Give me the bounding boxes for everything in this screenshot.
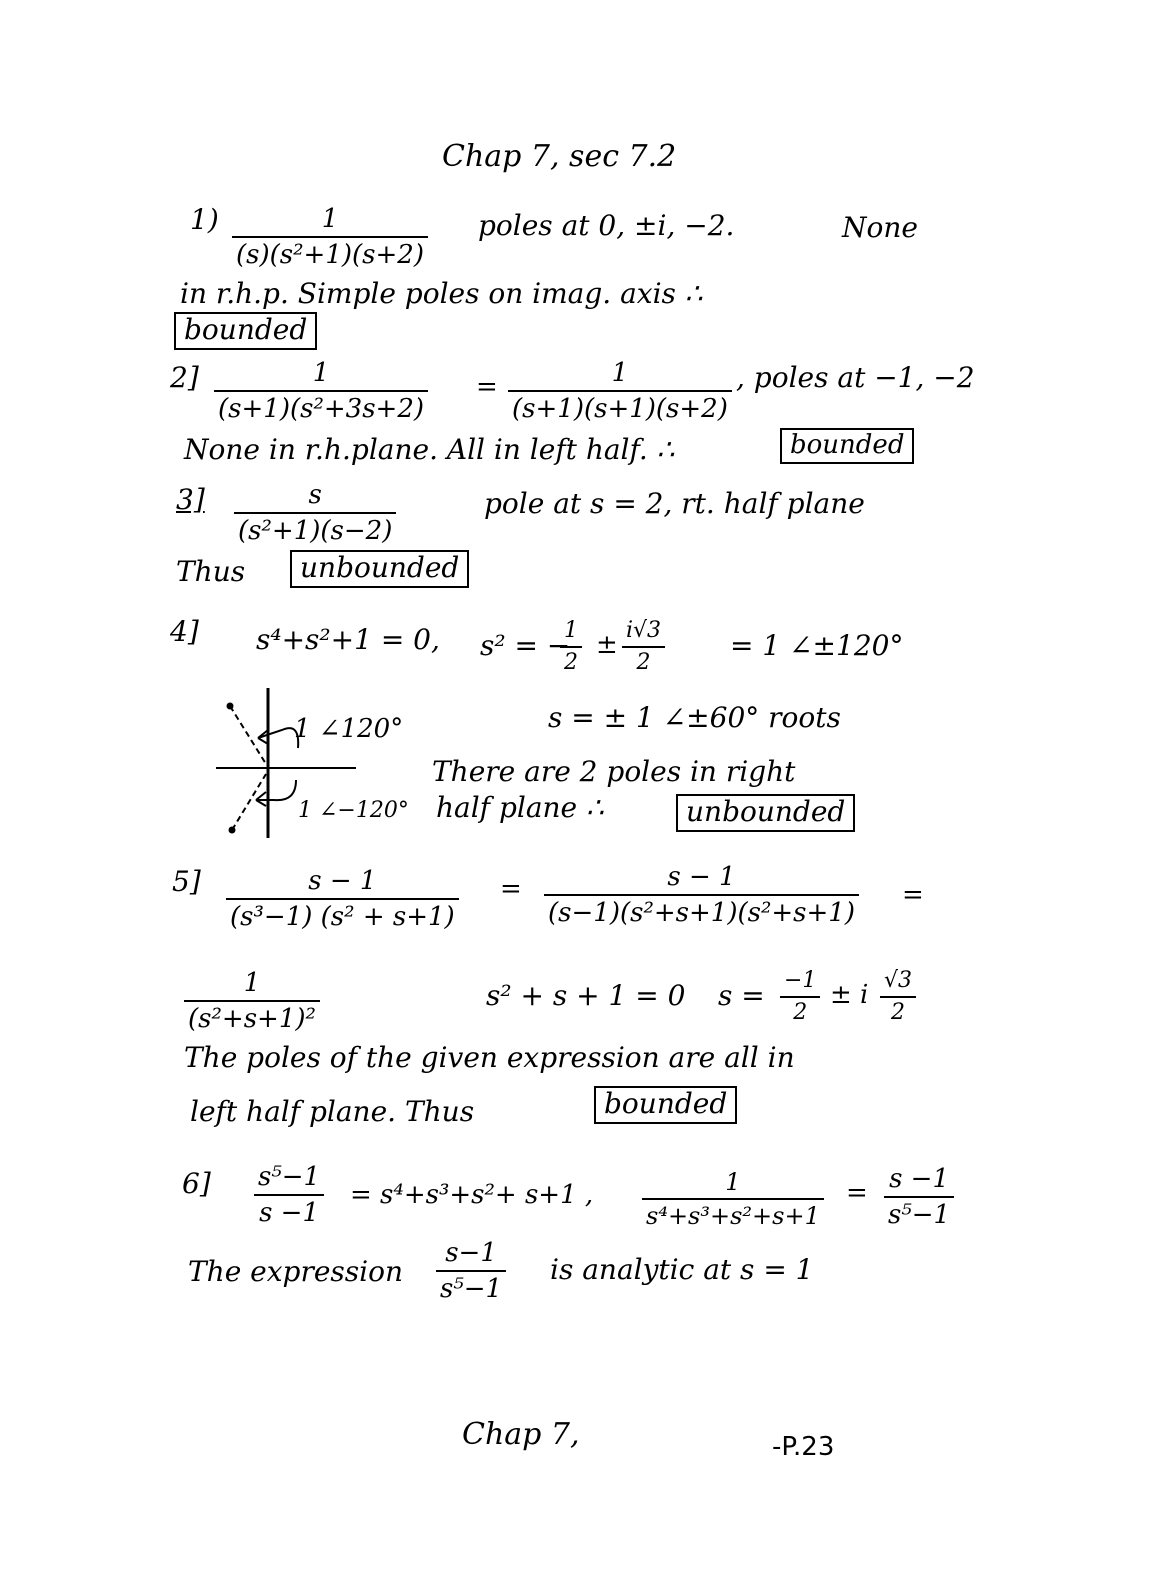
fraction <box>560 620 582 674</box>
denominator: (s²+s+1)² <box>188 1004 316 1034</box>
answer-box: unbounded <box>676 794 855 832</box>
explanation-line: None in r.h.plane. All in left half. ∴ <box>184 433 675 466</box>
fraction <box>780 970 820 1024</box>
denominator: 2 <box>564 650 578 675</box>
numerator: s −1 <box>889 1164 950 1194</box>
denominator: 2 <box>891 1000 905 1025</box>
problem-number: 5] <box>172 865 201 898</box>
denominator: s⁵−1 <box>888 1200 951 1230</box>
answer-box: bounded <box>780 428 914 464</box>
explanation-line: There are 2 poles in right <box>432 755 796 788</box>
equals-sign: = <box>476 372 498 402</box>
equation: s = <box>718 979 765 1012</box>
answer-box: bounded <box>174 312 317 350</box>
fraction <box>184 970 320 1032</box>
equals-sign: = <box>846 1178 868 1208</box>
denominator: (s+1)(s+1)(s+2) <box>512 394 728 424</box>
answer-box: unbounded <box>290 550 469 588</box>
plus-minus: ± <box>596 630 618 660</box>
fraction <box>436 1240 506 1302</box>
fraction <box>880 970 916 1024</box>
fraction <box>232 206 428 268</box>
numerator: 1 <box>321 204 339 234</box>
explanation-line: in r.h.p. Simple poles on imag. axis ∴ <box>180 277 703 310</box>
equals-sign: = <box>500 874 522 904</box>
fraction <box>544 864 859 926</box>
equals-sign: = <box>902 880 924 910</box>
numerator: s − 1 <box>667 862 736 892</box>
angle-arc-lower <box>256 780 296 800</box>
denominator: s⁴+s³+s²+s+1 <box>646 1202 820 1230</box>
problem-number: 6] <box>182 1167 211 1200</box>
problem-number: 3] <box>176 483 205 516</box>
explanation-line: The poles of the given expression are all in <box>184 1041 795 1074</box>
denominator: (s³−1) (s² + s+1) <box>230 902 455 932</box>
equation: = s⁴+s³+s²+ s+1 , <box>350 1180 594 1210</box>
angle-arc-upper <box>258 728 298 748</box>
numerator: −1 <box>784 968 817 993</box>
page-number: -P.23 <box>772 1432 835 1462</box>
pole-point <box>227 703 234 710</box>
angle-label: 1 ∠120° <box>294 714 404 744</box>
numerator: 1 <box>564 618 578 643</box>
explanation-line: The expression <box>188 1255 404 1288</box>
fraction <box>622 620 665 674</box>
denominator: 2 <box>793 1000 808 1025</box>
none-text: None <box>842 211 918 244</box>
denominator: (s+1)(s²+3s+2) <box>218 394 425 424</box>
numerator: s⁵−1 <box>258 1162 321 1192</box>
denominator: (s)(s²+1)(s+2) <box>236 240 424 270</box>
problem-number: 4] <box>170 615 199 648</box>
fraction <box>234 482 396 544</box>
fraction <box>884 1166 954 1228</box>
denominator: s −1 <box>259 1198 320 1228</box>
page-title: Chap 7, sec 7.2 <box>442 139 677 174</box>
fraction <box>254 1164 324 1226</box>
fraction <box>642 1170 824 1228</box>
fraction <box>226 868 459 930</box>
equation: = 1 ∠±120° <box>730 629 904 662</box>
denominator: (s−1)(s²+s+1)(s²+s+1) <box>548 898 855 928</box>
poles-text: pole at s = 2, rt. half plane <box>484 487 865 520</box>
pole-point <box>229 827 236 834</box>
explanation-line: half plane ∴ <box>436 791 604 824</box>
fraction <box>214 360 428 422</box>
footer-chapter: Chap 7, <box>462 1417 580 1452</box>
numerator: 1 <box>611 358 629 388</box>
numerator: s − 1 <box>308 866 377 896</box>
numerator: 1 <box>725 1168 741 1196</box>
denominator: 2 <box>636 650 651 675</box>
equation: s² + s + 1 = 0 <box>486 979 686 1012</box>
denominator: (s²+1)(s−2) <box>238 516 393 546</box>
numerator: √3 <box>884 968 913 993</box>
equation: s² = − <box>480 629 571 662</box>
explanation-line: left half plane. Thus <box>190 1095 475 1128</box>
numerator: i√3 <box>626 618 662 643</box>
numerator: s−1 <box>445 1238 497 1268</box>
poles-text: , poles at −1, −2 <box>736 361 975 394</box>
equation: ± i <box>830 980 869 1010</box>
thus-text: Thus <box>176 555 246 588</box>
equation: s⁴+s²+1 = 0, <box>256 623 440 656</box>
poles-text: poles at 0, ±i, −2. <box>478 209 735 242</box>
denominator: s⁵−1 <box>440 1274 503 1304</box>
problem-number: 2] <box>170 361 199 394</box>
numerator: 1 <box>312 358 330 388</box>
fraction <box>508 360 732 422</box>
answer-box: bounded <box>594 1086 737 1124</box>
angle-label: 1 ∠−120° <box>298 798 409 823</box>
explanation-line: is analytic at s = 1 <box>550 1253 814 1286</box>
numerator: s <box>308 480 322 510</box>
numerator: 1 <box>243 968 261 998</box>
problem-number: 1) <box>190 203 219 236</box>
roots-text: s = ± 1 ∠±60° roots <box>548 701 841 734</box>
